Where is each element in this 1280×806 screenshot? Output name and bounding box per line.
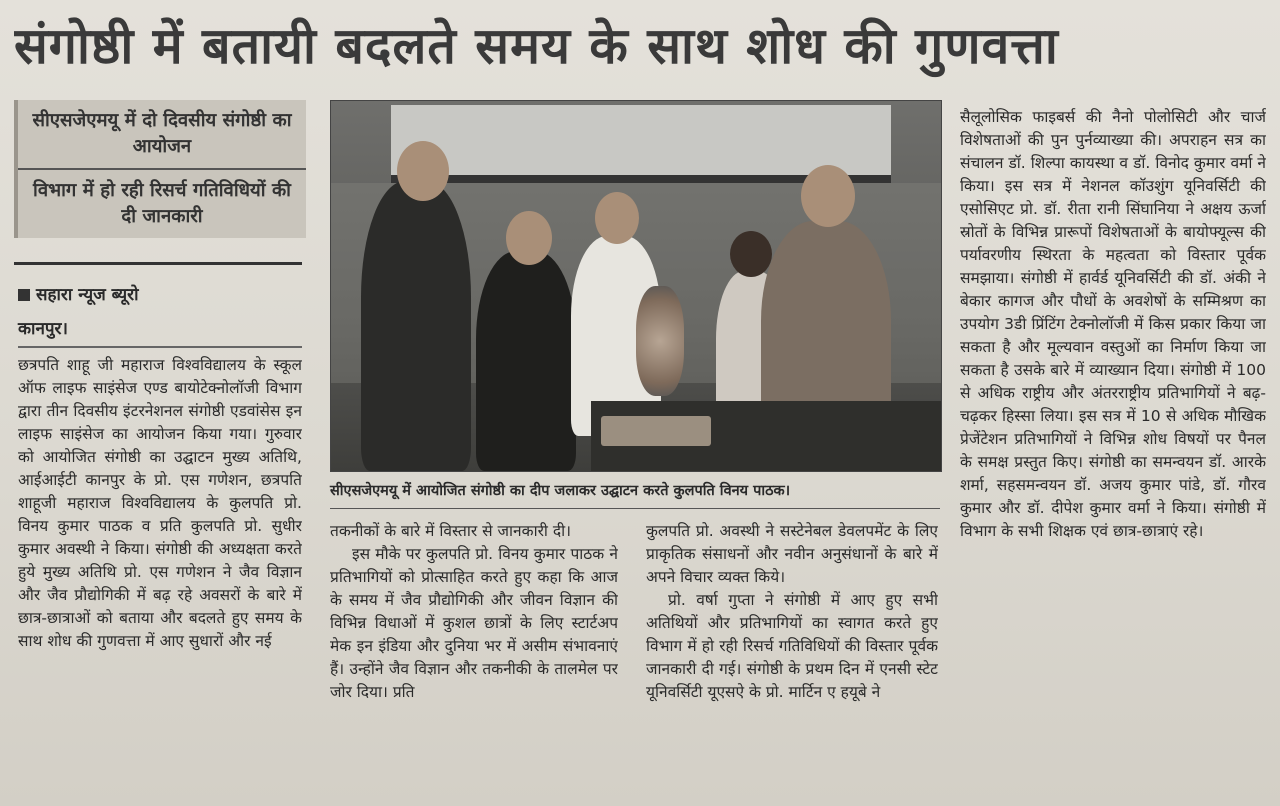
tray xyxy=(601,416,711,446)
column-1-text: छत्रपति शाहू जी महाराज विश्वविद्यालय के स्कूल ऑफ लाइफ साइंसेज एण्ड बायोटेक्नोलॉजी विभाग द्वारा तीन दिवसीय इंटरनेशनल संगोष्ठी एडवांसेस इन लाइफ साइंसेज का आयोजन किया गया। गुरुवार को आयोजित संगोष्ठी का उद्घाटन मुख्य अतिथि, आईआईटी कानपुर के प्रो. एस गणेशन, छत्रपति शाहूजी महाराज विश्वविद्यालय के कुलपति प्रो. विनय कुमार पाठक व प्रति कुलपति प्रो. सुधीर कुमार अवस्थी ने किया। संगोष्ठी की अध्यक्षता करते हुये मुख्य अतिथि प्रो. एस गणेशन ने जैव विज्ञान और जैव प्रौद्योगिकी में बढ़ रहे अवसरों के बारे में छात्र-छात्राओं को बताया और बदलते हुए समय के साथ शोध की गुणवत्ता में आए सुधारों और नई xyxy=(18,356,302,650)
event-photo xyxy=(330,100,942,472)
column-3-para-1: कुलपति प्रो. अवस्थी ने सस्टेनेबल डेवलपमेंट के लिए प्राकृतिक संसाधनों और नवीन अनुसंधानों के बारे में अपने विचार व्यक्त किये। xyxy=(646,522,938,586)
subhead-1: सीएसजेएमयू में दो दिवसीय संगोष्ठी का आयोजन xyxy=(18,100,306,170)
lamp-flowers xyxy=(636,286,684,396)
column-3 xyxy=(646,520,938,784)
column-2 xyxy=(330,520,618,784)
column-4-text: सैलूलोसिक फाइबर्स की नैनो पोलोसिटी और चार्ज विशेषताओं की पुन पुर्नव्याख्या की। अपराहन सत्र का संचालन डॉ. शिल्पा कायस्था व डॉ. विनोद कुमार वर्मा ने किया। इस सत्र में नेशनल कॉउशुंग यूनिवर्सिटी की एसोसिएट प्रो. डॉ. रीता रानी सिंघानिया ने अक्षय ऊर्जा स्रोतों के विभिन्न प्रारूपों विशेषताओं के बायोफ्यूल्स की पर्यावरणीय स्थिरता के महत्वता को विस्तार पूर्वक समझाया। संगोष्ठी में हार्वर्ड यूनिवर्सिटी की डॉ. अंकी ने बेकार कागज और पौधों के अवशेषों के सम्मिश्रण का उपयोग 3डी प्रिंटिंग टेक्नोलॉजी में किस प्रकार किया जा सकता है और मूल्यवान वस्तुओं का निर्माण किया जा सकता है उसके बारे में व्याख्यान दिया। संगोष्ठी में 100 से अधिक राष्ट्रीय और अंतरराष्ट्रीय प्रतिभागियों ने बढ़-चढ़कर हिस्सा लिया। इस सत्र में 10 से अधिक मौखिक प्रेजेंटेशन प्रतिभागियों ने विभिन्न शोध विषयों पर पैनल के समक्ष प्रस्तुत किए। संगोष्ठी का समन्वयन डॉ. आरके शर्मा, सहसमन्वयन डॉ. अजय कुमार पांडे, डॉ. गौरव कुमार और डॉ. दीपेश कुमार वर्मा ने किया। संगोष्ठी में विभाग के सभी शिक्षक एवं छात्र-छात्राएं रहे। xyxy=(960,108,1266,540)
dateline: कानपुर। xyxy=(18,316,302,348)
bullet-square-icon xyxy=(18,289,30,301)
person-2 xyxy=(476,251,576,471)
person-4-head xyxy=(730,231,772,277)
column-2-para-2: इस मौके पर कुलपति प्रो. विनय कुमार पाठक ने प्रतिभागियों को प्रोत्साहित करते हुए कहा कि आज के समय में जैव प्रौद्योगिकी और जीवन विज्ञान की विभिन्न विधाओं में कुशल छात्रों के लिए स्टार्टअप मेक इन इंडिया और दुनिया भर में असीम संभावनाएं हैं। उन्होंने जैव विज्ञान और तकनीकी के तालमेल पर जोर दिया। प्रति xyxy=(330,545,618,701)
column-1 xyxy=(18,354,302,784)
section-rule xyxy=(14,262,302,265)
subhead-2: विभाग में हो रही रिसर्च गतिविधियों की दी जानकारी xyxy=(33,180,291,227)
photo-caption: सीएसजेएमयू में आयोजित संगोष्ठी का दीप जलाकर उद्घाटन करते कुलपति विनय पाठक। xyxy=(330,480,940,509)
headline: संगोष्ठी में बतायी बदलते समय के साथ शोध की गुणवत्ता xyxy=(14,17,1059,75)
column-2-para-1: तकनीकों के बारे में विस्तार से जानकारी दी। xyxy=(330,522,571,540)
person-1 xyxy=(361,181,471,471)
person-1-head xyxy=(397,141,449,201)
person-5-head xyxy=(801,165,855,227)
column-4 xyxy=(960,106,1266,792)
person-3-head xyxy=(595,192,639,244)
byline-text: सहारा न्यूज ब्यूरो xyxy=(36,285,139,305)
column-3-para-2: प्रो. वर्षा गुप्ता ने संगोष्ठी में आए हुए सभी अतिथियों और प्रतिभागियों का स्वागत करते हुए विभाग में हो रही रिसर्च गतिविधियों की विस्तार पूर्वक जानकारी दी गई। संगोष्ठी के प्रथम दिन में एनसी स्टेट यूनिवर्सिटी यूएसऐ के प्रो. मार्टिन ए हयूबे ने xyxy=(646,591,938,701)
person-2-head xyxy=(506,211,552,265)
byline xyxy=(18,282,302,308)
subhead-box xyxy=(14,100,306,238)
